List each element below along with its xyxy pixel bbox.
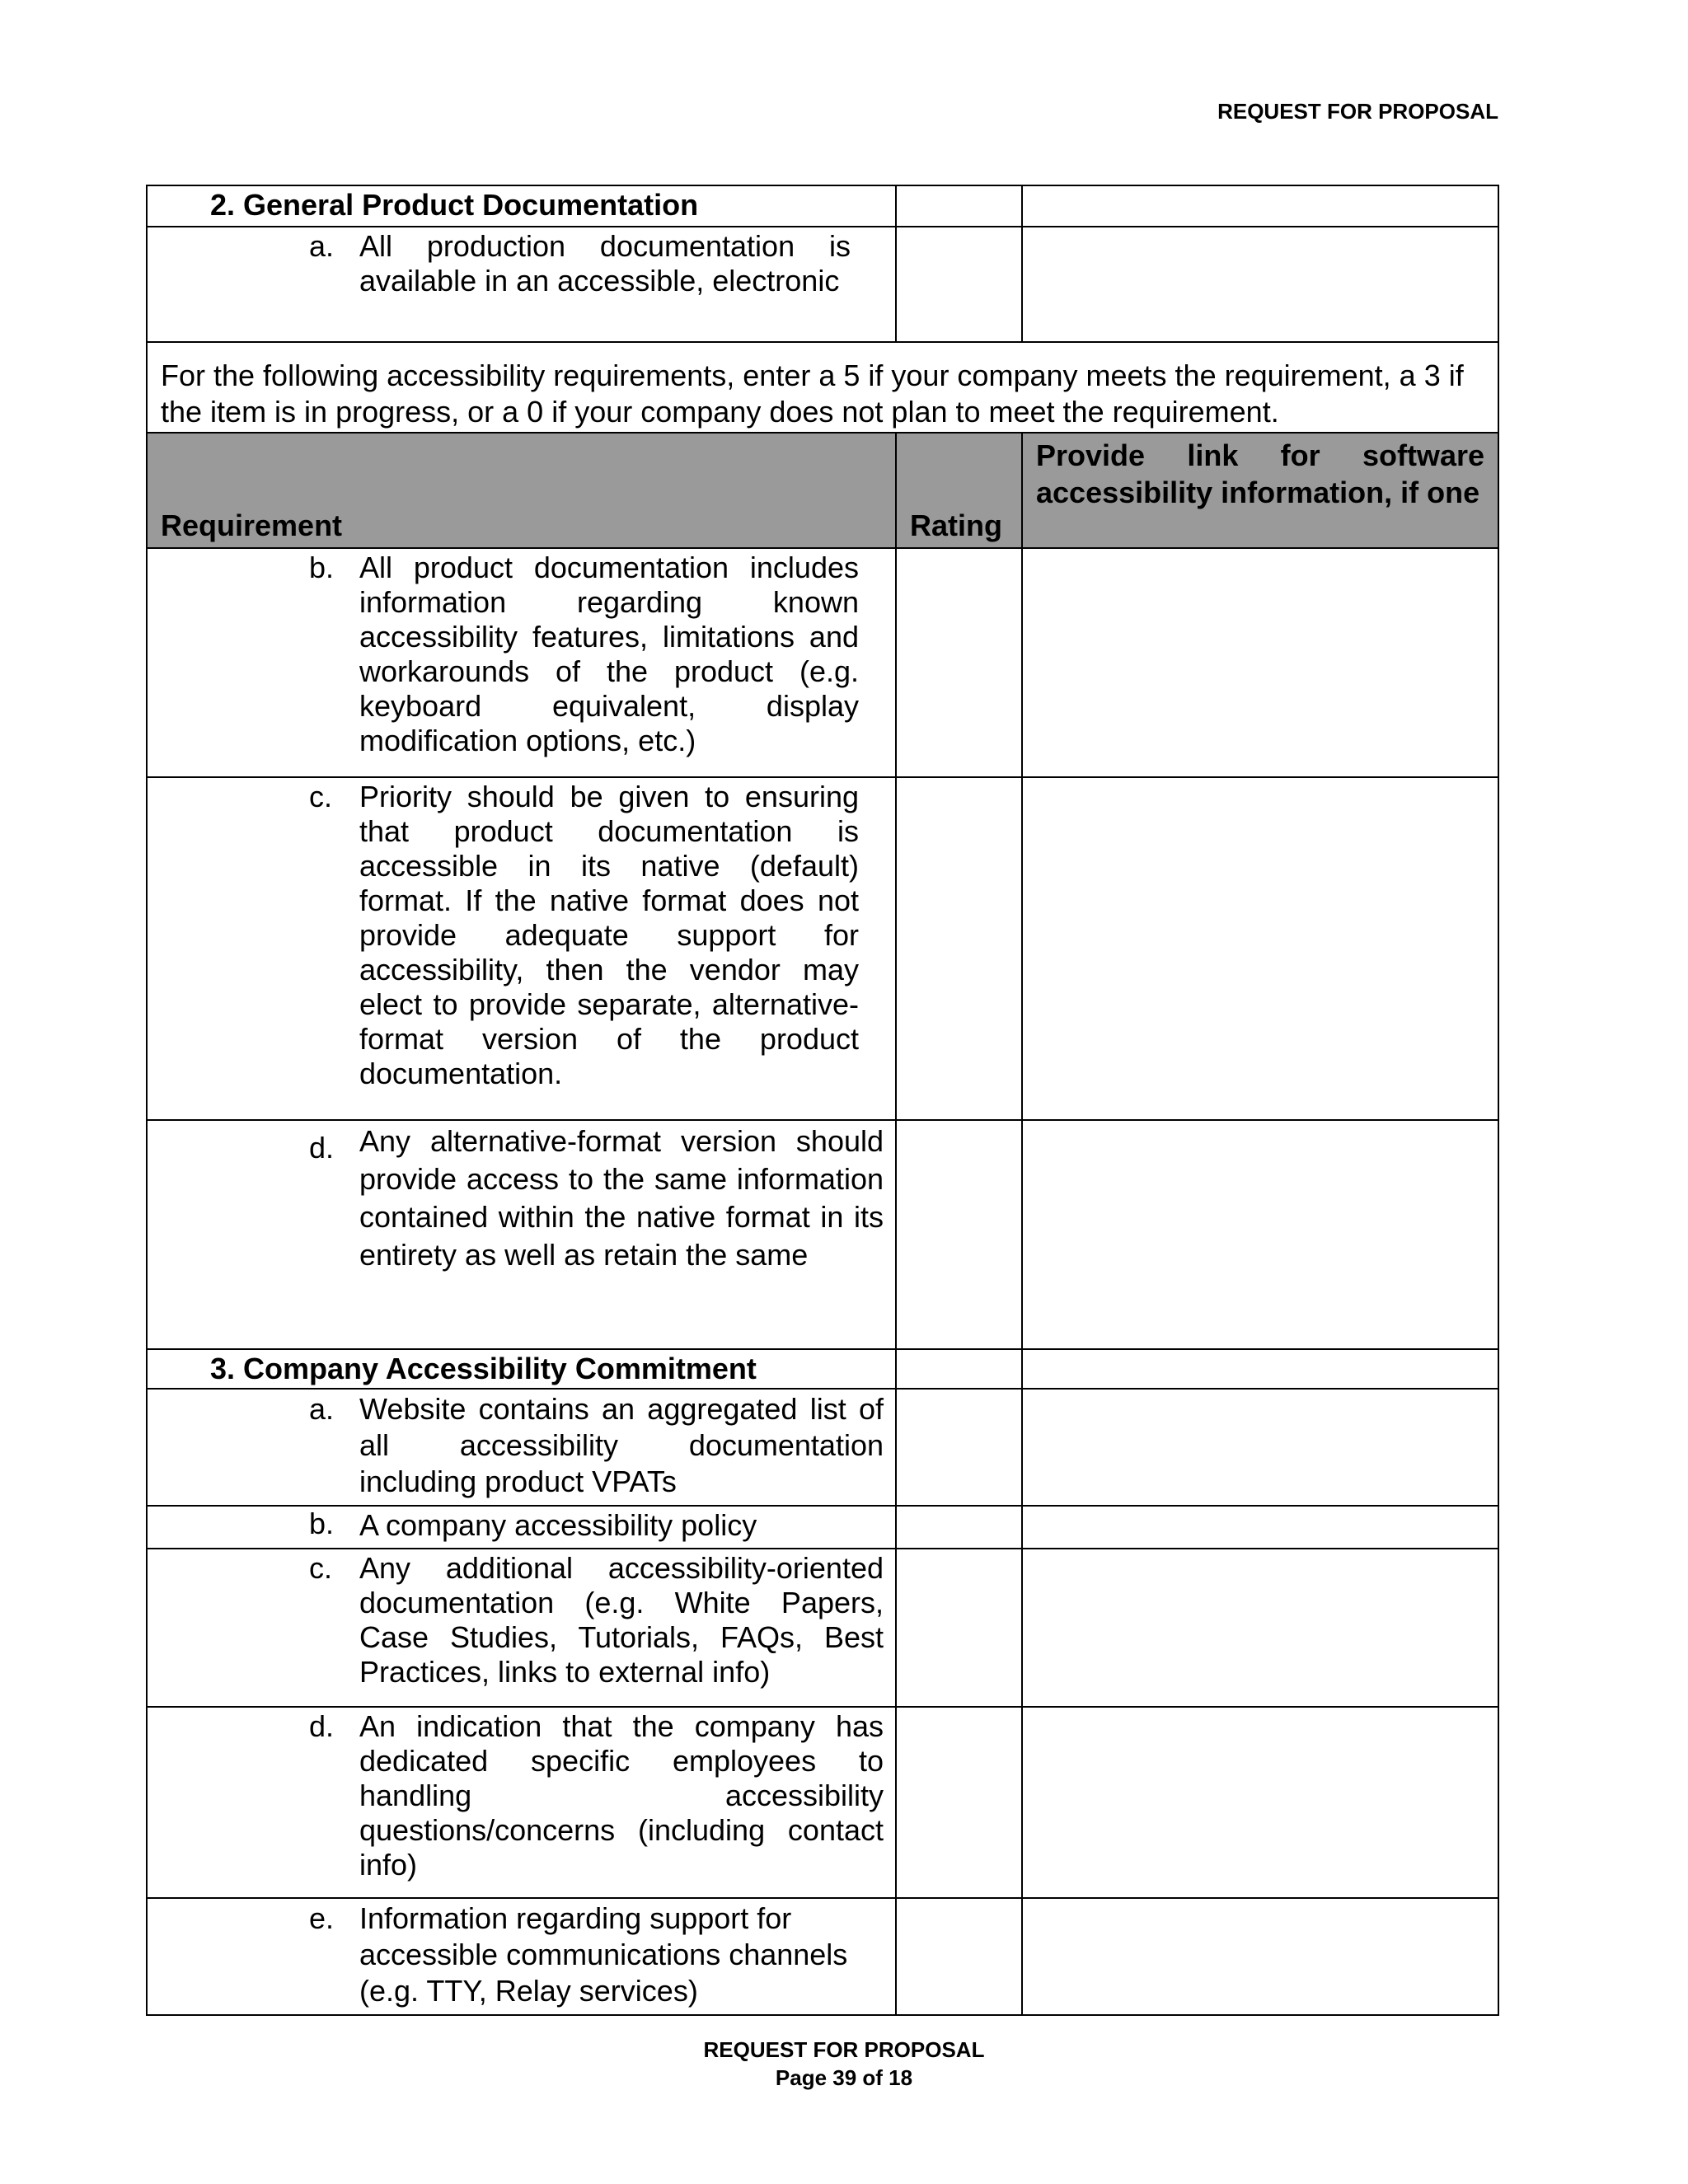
section-2-title: 2. General Product Documentation	[147, 185, 896, 227]
rating-cell[interactable]	[896, 548, 1022, 777]
requirement-cell	[147, 777, 896, 1120]
table-row	[147, 1506, 1498, 1549]
item-text: Priority should be given to ensuring that product documentation is accessible in its native (default) format. If the native format does not provide adequate support for accessibility, then the vendor may elect to provide separate, alternative- format version of the product documentation.	[359, 780, 859, 1090]
table-row	[147, 1898, 1498, 2015]
rating-cell[interactable]	[896, 1707, 1022, 1898]
rating-cell[interactable]	[896, 1120, 1022, 1349]
item-text: Information regarding support for accessible communications channels (e.g. TTY, Relay services)	[359, 1901, 848, 2008]
requirement-cell	[147, 1389, 896, 1506]
item-text: An indication that the company has dedicated specific employees to handling accessibility questions/concerns (including contact info)	[359, 1709, 884, 1882]
table-row	[147, 548, 1498, 777]
requirement-cell	[147, 1549, 896, 1707]
link-cell[interactable]	[1022, 548, 1498, 777]
link-cell[interactable]	[1022, 1549, 1498, 1707]
item-text: Any alternative-format version should provide access to the same information contained within the native format in its entirety as well as retain the same	[359, 1124, 884, 1272]
rating-cell[interactable]	[896, 227, 1022, 342]
rating-cell[interactable]	[896, 1898, 1022, 2015]
link-cell[interactable]	[1022, 1898, 1498, 2015]
instructions-row	[147, 342, 1498, 433]
item-label: b.	[309, 1507, 335, 1540]
requirement-cell	[147, 1898, 896, 2015]
item-text: All product documentation includes information regarding known accessibility features, limitations and workarounds of the product (e.g. keyboard equivalent, display modification options, etc.)	[359, 551, 859, 757]
item-text: A company accessibility policy	[359, 1508, 757, 1542]
page-header: REQUEST FOR PROPOSAL	[1217, 99, 1498, 124]
page-footer	[0, 2036, 1688, 2092]
table-row	[147, 1120, 1498, 1349]
requirement-column-header: Requirement	[147, 433, 896, 548]
item-label: c.	[309, 780, 333, 813]
link-cell[interactable]	[1022, 227, 1498, 342]
section-3-header-row	[147, 1349, 1498, 1389]
item-label: a.	[309, 1392, 335, 1426]
rating-cell[interactable]	[896, 1506, 1022, 1549]
rating-column-header: Rating	[896, 433, 1022, 548]
table-row	[147, 1707, 1498, 1898]
clipped-cell-content: c. Any additional accessibility-oriented documentation (e.g. White Papers, Case Studies, Tutorials, FAQs, Best Practices, links to external info)	[309, 1551, 884, 1689]
table-row	[147, 1389, 1498, 1506]
link-cell[interactable]	[1022, 1506, 1498, 1549]
item-label: b.	[309, 551, 335, 584]
item-text: Any additional accessibility-oriented documentation (e.g. White Papers, Case Studies, Tutorials, FAQs, Best Practices, links to external info)	[359, 1551, 884, 1689]
instructions-text: For the following accessibility requirements, enter a 5 if your company meets the requirement, a 3 if the item is in progress, or a 0 if your company does not plan to meet the requirement.	[147, 342, 1498, 433]
section-3-title: 3. Company Accessibility Commitment	[147, 1349, 896, 1389]
requirement-cell	[147, 1120, 896, 1349]
rating-cell[interactable]	[896, 185, 1022, 227]
requirement-cell	[147, 548, 896, 777]
page-number: Page 39 of 18	[775, 2065, 913, 2090]
rating-cell[interactable]	[896, 1349, 1022, 1389]
item-text: Website contains an aggregated list of all accessibility documentation including product VPATs	[359, 1392, 884, 1498]
requirement-cell	[147, 1707, 896, 1898]
link-cell[interactable]	[1022, 1349, 1498, 1389]
item-label: a.	[309, 229, 335, 263]
requirement-cell	[147, 1506, 896, 1549]
item-text: All production documentation is available in an accessible, electronic	[359, 229, 851, 298]
item-label: d.	[309, 1131, 335, 1165]
link-cell[interactable]	[1022, 185, 1498, 227]
section-2-header-row	[147, 185, 1498, 227]
table-row	[147, 1549, 1498, 1707]
rating-cell[interactable]	[896, 1389, 1022, 1506]
link-cell[interactable]	[1022, 1389, 1498, 1506]
requirements-table	[146, 185, 1499, 2016]
link-column-header: Provide link for software accessibility information, if one	[1022, 433, 1498, 548]
item-label: e.	[309, 1901, 335, 1935]
item-label: d.	[309, 1709, 335, 1743]
link-cell[interactable]	[1022, 1707, 1498, 1898]
requirement-cell	[147, 227, 896, 342]
link-cell[interactable]	[1022, 1120, 1498, 1349]
footer-title: REQUEST FOR PROPOSAL	[703, 2037, 985, 2062]
rating-cell[interactable]	[896, 1549, 1022, 1707]
table-row	[147, 777, 1498, 1120]
rating-cell[interactable]	[896, 777, 1022, 1120]
table-row	[147, 227, 1498, 342]
link-cell[interactable]	[1022, 777, 1498, 1120]
column-header-row	[147, 433, 1498, 548]
